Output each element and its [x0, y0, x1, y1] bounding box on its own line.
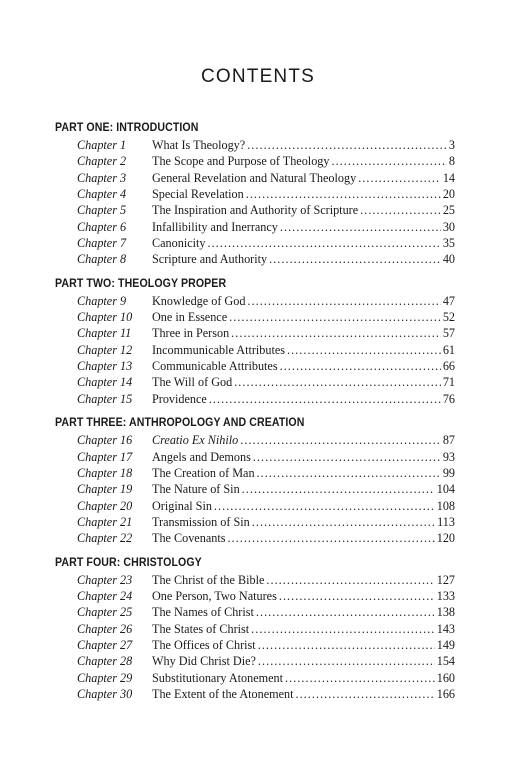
page-number: 133 — [436, 588, 455, 603]
dot-leader — [266, 572, 434, 588]
toc-entry — [55, 572, 455, 588]
chapter-title: Original Sin — [152, 498, 212, 513]
chapter-number: Chapter 30 — [77, 686, 133, 701]
dot-leader — [358, 170, 441, 186]
toc-entry — [55, 153, 455, 169]
toc-entry — [55, 293, 455, 309]
chapter-number: Chapter 6 — [77, 219, 127, 234]
chapter-title: Substitutionary Atonement — [152, 670, 284, 685]
toc-entry — [55, 686, 455, 702]
toc-entry — [55, 604, 455, 620]
toc-entry — [55, 637, 455, 653]
toc-entry — [55, 342, 455, 358]
dot-leader — [295, 686, 434, 702]
chapter-number: Chapter 12 — [77, 342, 133, 357]
dot-leader — [247, 293, 440, 309]
chapter-title: The Extent of the Atonement — [152, 686, 294, 701]
dot-leader — [280, 358, 441, 374]
page-number: 154 — [436, 654, 455, 669]
chapter-title: Three in Person — [152, 326, 230, 341]
page-number: 61 — [442, 342, 455, 357]
chapter-title: Communicable Attributes — [152, 359, 278, 374]
chapter-number: Chapter 21 — [77, 514, 133, 529]
part-four — [55, 555, 455, 703]
chapter-number: Chapter 4 — [77, 187, 127, 202]
toc-entry — [55, 186, 455, 202]
dot-leader — [331, 153, 446, 169]
page-number: 76 — [442, 391, 455, 406]
dot-leader — [214, 498, 435, 514]
chapter-title: The Offices of Christ — [152, 637, 256, 652]
chapter-title: Canonicity — [152, 236, 206, 251]
part-three — [55, 415, 455, 546]
chapter-title: Knowledge of God — [152, 293, 246, 308]
dot-leader — [256, 604, 435, 620]
part-one — [55, 120, 455, 268]
chapter-title: The Names of Christ — [152, 605, 254, 620]
toc-entry — [55, 481, 455, 497]
toc-entry — [55, 325, 455, 341]
chapter-title: One in Essence — [152, 310, 228, 325]
toc-entry — [55, 170, 455, 186]
chapter-number: Chapter 18 — [77, 465, 133, 480]
dot-leader — [285, 670, 435, 686]
chapter-number: Chapter 15 — [77, 391, 133, 406]
part-heading: PART ONE: INTRODUCTION — [55, 122, 199, 134]
chapter-number: Chapter 24 — [77, 588, 133, 603]
page-number: 160 — [436, 670, 455, 685]
page-number: 104 — [436, 482, 455, 497]
dot-leader — [231, 325, 441, 341]
chapter-title: Scripture and Authority — [152, 252, 268, 267]
page-number: 108 — [436, 498, 455, 513]
chapter-number: Chapter 7 — [77, 236, 127, 251]
chapter-number: Chapter 11 — [77, 326, 132, 341]
chapter-title: General Revelation and Natural Theology — [152, 170, 357, 185]
chapter-title: What Is Theology? — [152, 138, 246, 152]
dot-leader — [209, 391, 441, 407]
dot-leader — [207, 235, 440, 251]
page-number: 143 — [436, 621, 455, 636]
dot-leader — [247, 137, 447, 153]
table-of-contents — [55, 120, 455, 704]
chapter-number: Chapter 27 — [77, 637, 133, 652]
page-number: 138 — [436, 605, 455, 620]
dot-leader — [229, 309, 441, 325]
dot-leader — [280, 219, 441, 235]
page-number: 3 — [448, 138, 455, 152]
chapter-number: Chapter 22 — [77, 531, 133, 546]
page-number: 25 — [442, 203, 455, 218]
chapter-title: Special Revelation — [152, 187, 244, 202]
dot-leader — [251, 621, 435, 637]
chapter-title: Transmission of Sin — [152, 514, 250, 529]
toc-entry — [55, 432, 455, 448]
page-title: CONTENTS — [200, 66, 316, 87]
page-number: 8 — [448, 154, 455, 169]
toc-entry — [55, 588, 455, 604]
page-number: 120 — [436, 531, 455, 546]
page-number: 127 — [436, 572, 455, 587]
chapter-number: Chapter 5 — [77, 203, 127, 218]
page-number: 93 — [442, 449, 455, 464]
toc-entry — [55, 514, 455, 530]
toc-entry — [55, 202, 455, 218]
chapter-title: Providence — [152, 391, 207, 406]
dot-leader — [360, 202, 441, 218]
chapter-number: Chapter 9 — [77, 293, 127, 308]
page-number: 66 — [442, 359, 455, 374]
dot-leader — [227, 530, 434, 546]
page-number: 47 — [442, 293, 455, 308]
toc-entry — [55, 374, 455, 390]
chapter-number: Chapter 8 — [77, 252, 127, 267]
dot-leader — [246, 186, 441, 202]
chapter-title: The Christ of the Bible — [152, 572, 265, 587]
dot-leader — [287, 342, 441, 358]
toc-entry — [55, 251, 455, 267]
chapter-number: Chapter 25 — [77, 605, 133, 620]
page-number: 30 — [442, 219, 455, 234]
page-number: 52 — [442, 310, 455, 325]
page-number: 113 — [437, 514, 455, 529]
page-number: 35 — [442, 236, 455, 251]
toc-entry — [55, 391, 455, 407]
chapter-title: The Nature of Sin — [152, 482, 240, 497]
toc-entry — [55, 309, 455, 325]
chapter-title: Why Did Christ Die? — [152, 654, 256, 669]
dot-leader — [234, 374, 441, 390]
part-heading: PART TWO: THEOLOGY PROPER — [55, 277, 227, 290]
chapter-number: Chapter 17 — [77, 449, 133, 464]
dot-leader — [257, 465, 441, 481]
part-heading: PART THREE: ANTHROPOLOGY AND CREATION — [55, 417, 305, 430]
chapter-title: The Will of God — [152, 375, 233, 390]
chapter-number: Chapter 16 — [77, 433, 133, 448]
page-number: 87 — [442, 433, 455, 448]
chapter-number: Chapter 19 — [77, 482, 133, 497]
dot-leader — [279, 588, 435, 604]
toc-entry — [55, 219, 455, 235]
toc-entry — [55, 530, 455, 546]
page-number: 71 — [442, 375, 455, 390]
chapter-number: Chapter 13 — [77, 359, 133, 374]
dot-leader — [240, 432, 441, 448]
page-number: 20 — [442, 187, 455, 202]
chapter-number: Chapter 29 — [77, 670, 133, 685]
page-number: 14 — [442, 170, 455, 185]
chapter-title: Creatio Ex Nihilo — [152, 433, 239, 448]
dot-leader — [253, 449, 441, 465]
toc-entry — [55, 498, 455, 514]
chapter-number: Chapter 20 — [77, 498, 133, 513]
toc-entry — [55, 653, 455, 669]
toc-entry — [55, 449, 455, 465]
chapter-title: Infallibility and Inerrancy — [152, 219, 278, 234]
dot-leader — [252, 514, 435, 530]
toc-entry — [55, 358, 455, 374]
chapter-number: Chapter 10 — [77, 310, 133, 325]
page-number: 40 — [442, 252, 455, 267]
page-number: 166 — [436, 686, 455, 701]
chapter-title: Incommunicable Attributes — [152, 342, 286, 357]
dot-leader — [242, 481, 435, 497]
toc-entry — [55, 621, 455, 637]
part-heading: PART FOUR: CHRISTOLOGY — [55, 556, 202, 569]
chapter-number: Chapter 3 — [77, 170, 127, 185]
chapter-title: Angels and Demons — [152, 449, 251, 464]
chapter-number: Chapter 14 — [77, 375, 133, 390]
chapter-title: The Covenants — [152, 531, 226, 546]
chapter-number: Chapter 1 — [77, 138, 127, 152]
dot-leader — [258, 653, 435, 669]
page-number: 149 — [436, 637, 455, 652]
chapter-title: The States of Christ — [152, 621, 250, 636]
chapter-number: Chapter 26 — [77, 621, 133, 636]
toc-entry — [55, 235, 455, 251]
chapter-title: The Creation of Man — [152, 465, 255, 480]
toc-entry — [55, 137, 455, 153]
page-number: 57 — [442, 326, 455, 341]
chapter-title: One Person, Two Natures — [152, 588, 277, 603]
chapter-number: Chapter 28 — [77, 654, 133, 669]
chapter-title: The Scope and Purpose of Theology — [152, 154, 330, 169]
dot-leader — [269, 251, 441, 267]
part-two — [55, 276, 455, 407]
toc-entry — [55, 465, 455, 481]
toc-entry — [55, 670, 455, 686]
page-number: 99 — [442, 465, 455, 480]
chapter-title: The Inspiration and Authority of Scripture — [152, 203, 359, 218]
chapter-number: Chapter 23 — [77, 572, 133, 587]
chapter-number: Chapter 2 — [77, 154, 127, 169]
dot-leader — [258, 637, 435, 653]
